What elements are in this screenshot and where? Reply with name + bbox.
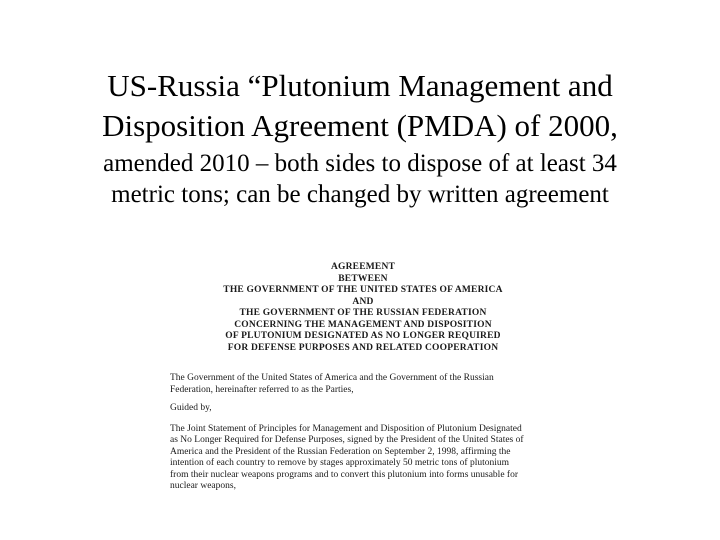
guided-by-line: Guided by, bbox=[170, 403, 212, 413]
statement-line: America and the President of the Russian Federation on September 2, 1998, affirming the bbox=[170, 446, 511, 457]
preamble-line: Federation, hereinafter referred to as the Parties, bbox=[170, 384, 354, 395]
statement-line: nuclear weapons, bbox=[170, 481, 236, 491]
heading-line: CONCERNING THE MANAGEMENT AND DISPOSITION bbox=[234, 319, 492, 330]
heading-line: THE GOVERNMENT OF THE UNITED STATES OF AMERICA bbox=[223, 285, 503, 295]
slide-title bbox=[0, 66, 720, 146]
heading-line: BETWEEN bbox=[338, 273, 388, 284]
heading-line: THE GOVERNMENT OF THE RUSSIAN FEDERATION bbox=[239, 308, 487, 318]
slide-subtitle bbox=[0, 148, 720, 210]
heading-line: FOR DEFENSE PURPOSES AND RELATED COOPERATION bbox=[227, 342, 499, 353]
heading-line: OF PLUTONIUM DESIGNATED AS NO LONGER REQUIRED bbox=[225, 331, 501, 341]
slide-subtitle-line-1: amended 2010 – both sides to dispose of at least 34 bbox=[103, 150, 617, 177]
slide-subtitle-line-2: metric tons; can be changed by written agreement bbox=[111, 181, 609, 208]
heading-line: AND bbox=[352, 296, 374, 307]
preamble-line: The Government of the United States of America and the Government of the Russian bbox=[170, 373, 494, 383]
preamble-paragraph bbox=[170, 373, 555, 396]
agreement-document-excerpt bbox=[170, 262, 555, 493]
statement-line: intention of each country to remove by stages approximately 50 metric tons of plutonium bbox=[170, 458, 510, 468]
guided-by-paragraph bbox=[170, 403, 555, 415]
statement-line: The Joint Statement of Principles for Management and Disposition of Plutonium Designated bbox=[170, 423, 522, 434]
slide-title-line-1: US-Russia “Plutonium Management and bbox=[107, 68, 613, 103]
heading-line: AGREEMENT bbox=[330, 262, 396, 272]
statement-line: as No Longer Required for Defense Purposes, signed by the President of the United States of bbox=[170, 435, 524, 445]
agreement-heading bbox=[188, 262, 538, 354]
slide-title-line-2: Disposition Agreement (PMDA) of 2000, bbox=[102, 108, 618, 143]
joint-statement-paragraph bbox=[170, 424, 555, 493]
statement-line: from their nuclear weapons programs and to convert this plutonium into forms unusable for bbox=[170, 469, 518, 480]
